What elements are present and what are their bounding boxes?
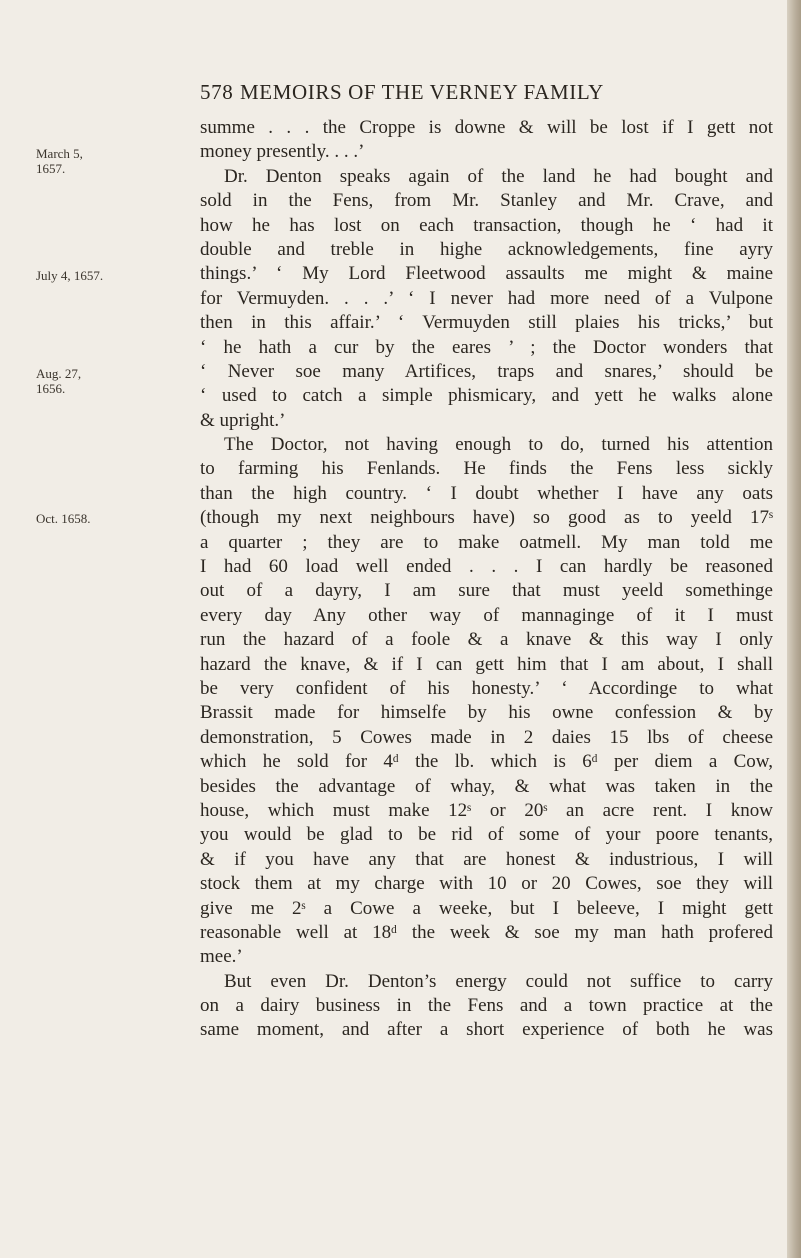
text-line: sold in the Fens, from Mr. Stanley and Mr. Crave, and	[200, 190, 773, 212]
running-header	[200, 80, 760, 108]
text-line: double and treble in highe acknowledgements, fine ayry	[200, 238, 773, 260]
text-line: demonstration, 5 Cowes made in 2 daies 15 lbs of cheese	[200, 726, 773, 748]
text-line: summe . . . the Croppe is downe & will be lost if I gett not	[200, 117, 773, 138]
text-line: on a dairy business in the Fens and a town practice at the	[200, 995, 773, 1017]
margin-note-date: Oct. 1658.	[36, 511, 91, 526]
text-line: how he has lost on each transaction, though he ‘ had it	[200, 214, 773, 236]
text-line: money presently. . . .’	[200, 141, 365, 163]
text-line: ‘ he hath a cur by the eares ’ ; the Doctor wonders that	[200, 336, 773, 358]
text-line: But even Dr. Denton’s energy could not suffice to carry	[224, 970, 773, 992]
text-line: a quarter ; they are to make oatmell. My man told me	[200, 531, 773, 553]
text-line: run the hazard of a foole & a knave & this way I only	[200, 629, 773, 651]
margin-note-date: Aug. 27, 1656.	[36, 366, 82, 396]
text-line: hazard the knave, & if I can gett him that I am about, I shall	[200, 653, 773, 675]
text-line: (though my next neighbours have) so good as to yeeld 17ˢ	[200, 507, 773, 529]
text-line: for Vermuyden. . . .’ ‘ I never had more need of a Vulpone	[200, 287, 773, 309]
text-line: Dr. Denton speaks again of the land he had bought and	[224, 165, 773, 187]
text-line: ‘ Never soe many Artifices, traps and snares,’ should be	[200, 360, 773, 382]
text-line: The Doctor, not having enough to do, turned his attention	[224, 434, 773, 456]
text-line: than the high country. ‘ I doubt whether I have any oats	[200, 482, 773, 504]
text-line: then in this affair.’ ‘ Vermuyden still plaies his tricks,’ but	[200, 312, 773, 334]
text-line: stock them at my charge with 10 or 20 Cowes, soe they will	[200, 873, 773, 895]
text-line: reasonable well at 18ᵈ the week & soe my man hath profered	[200, 921, 773, 943]
text-line: which he sold for 4ᵈ the lb. which is 6ᵈ per diem a Cow,	[200, 751, 773, 773]
running-title: MEMOIRS OF THE VERNEY FAMILY	[240, 80, 604, 104]
text-line: give me 2ˢ a Cowe a weeke, but I beleeve, I might gett	[200, 897, 773, 919]
text-line: I had 60 load well ended . . . I can hardly be reasoned	[200, 556, 773, 578]
text-line: out of a dayry, I am sure that must yeeld somethinge	[200, 580, 773, 602]
page-edge-shadow	[787, 0, 801, 1258]
page-number: 578	[200, 80, 234, 104]
body-text	[200, 116, 773, 1043]
text-line: to farming his Fenlands. He finds the Fens less sickly	[200, 458, 773, 480]
margin-note-date: July 4, 1657.	[36, 268, 104, 283]
text-line: same moment, and after a short experience of both he was	[200, 1019, 773, 1041]
text-line: things.’ ‘ My Lord Fleetwood assaults me might & maine	[200, 263, 773, 285]
text-line: besides the advantage of whay, & what was taken in the	[200, 775, 773, 797]
text-line: every day Any other way of mannaginge of it I must	[200, 604, 773, 626]
margin-note-date: March 5, 1657.	[36, 146, 83, 176]
text-line: ‘ used to catch a simple phismicary, and yett he walks alone	[200, 385, 773, 407]
text-line: mee.’	[200, 946, 243, 968]
text-line: Brassit made for himselfe by his owne confession & by	[200, 702, 773, 724]
text-line: & if you have any that are honest & industrious, I will	[200, 848, 773, 870]
text-line: you would be glad to be rid of some of your poore tenants,	[200, 824, 773, 846]
text-line: be very confident of his honesty.’ ‘ Accordinge to what	[200, 677, 773, 699]
text-line: & upright.’	[200, 409, 286, 431]
text-line: house, which must make 12ˢ or 20ˢ an acre rent. I know	[200, 799, 773, 821]
